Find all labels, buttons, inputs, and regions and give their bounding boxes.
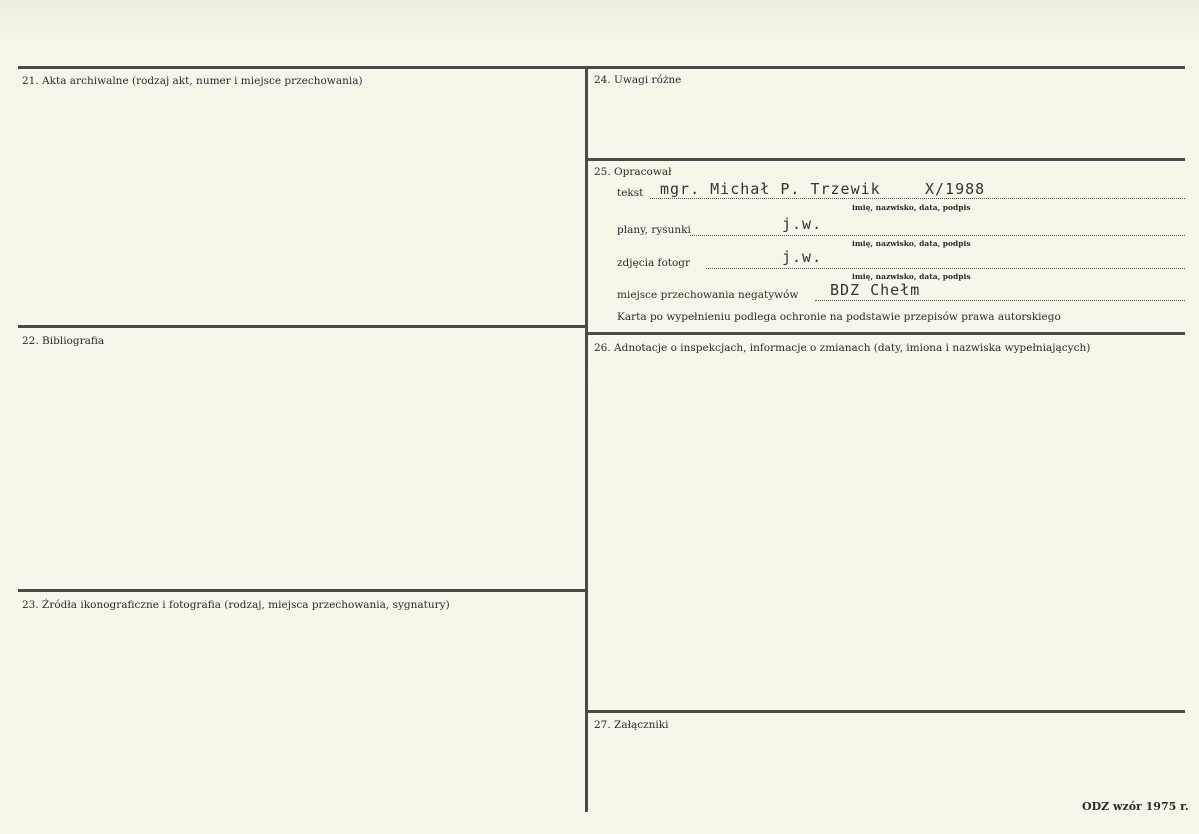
section-24-heading: 24. Uwagi różne	[594, 74, 682, 86]
section-21-heading: 21. Akta archiwalne (rodzaj akt, numer i miejsce przechowania)	[22, 75, 363, 87]
section-25-heading: 25. Opracował	[594, 166, 672, 178]
tekst-date: X/1988	[925, 180, 986, 198]
tekst-label: tekst	[617, 187, 644, 199]
zdjecia-line	[706, 268, 1185, 269]
top-rule	[18, 66, 1185, 69]
plany-value: j.w.	[782, 215, 823, 233]
section-26-heading: 26. Adnotacje o inspekcjach, informacje o zmianach (daty, imiona i nazwiska wypełniających)	[594, 342, 1091, 354]
section-27-heading: 27. Załączniki	[594, 719, 669, 731]
rule-26-27	[588, 710, 1185, 713]
tekst-line	[650, 198, 1185, 199]
caption-plany: imię, nazwisko, data, podpis	[852, 239, 971, 248]
zdjecia-value: j.w.	[782, 248, 823, 266]
plany-line	[690, 235, 1185, 236]
section-22-heading: 22. Bibliografia	[22, 335, 105, 347]
rule-24-25	[588, 158, 1185, 161]
form-model-footer: ODZ wzór 1975 r.	[1082, 800, 1189, 813]
negatywy-value: BDZ Chełm	[830, 281, 921, 299]
zdjecia-label: zdjęcia fotogr	[617, 257, 691, 269]
center-divider	[585, 66, 588, 812]
caption-tekst: imię, nazwisko, data, podpis	[852, 203, 971, 212]
rule-22-23	[18, 589, 585, 592]
plany-label: plany, rysunki	[617, 224, 691, 236]
negatywy-label: miejsce przechowania negatywów	[617, 289, 799, 301]
section-23-heading: 23. Źródła ikonograficzne i fotografia (rodzaj, miejsca przechowania, sygnatury)	[22, 599, 450, 611]
negatywy-line	[815, 300, 1185, 301]
tekst-value: mgr. Michał P. Trzewik	[660, 180, 881, 198]
copyright-note: Karta po wypełnieniu podlega ochronie na podstawie przepisów prawa autorskiego	[617, 311, 1061, 323]
caption-zdjecia: imię, nazwisko, data, podpis	[852, 272, 971, 281]
rule-21-22	[18, 325, 585, 328]
rule-25-26	[588, 332, 1185, 335]
